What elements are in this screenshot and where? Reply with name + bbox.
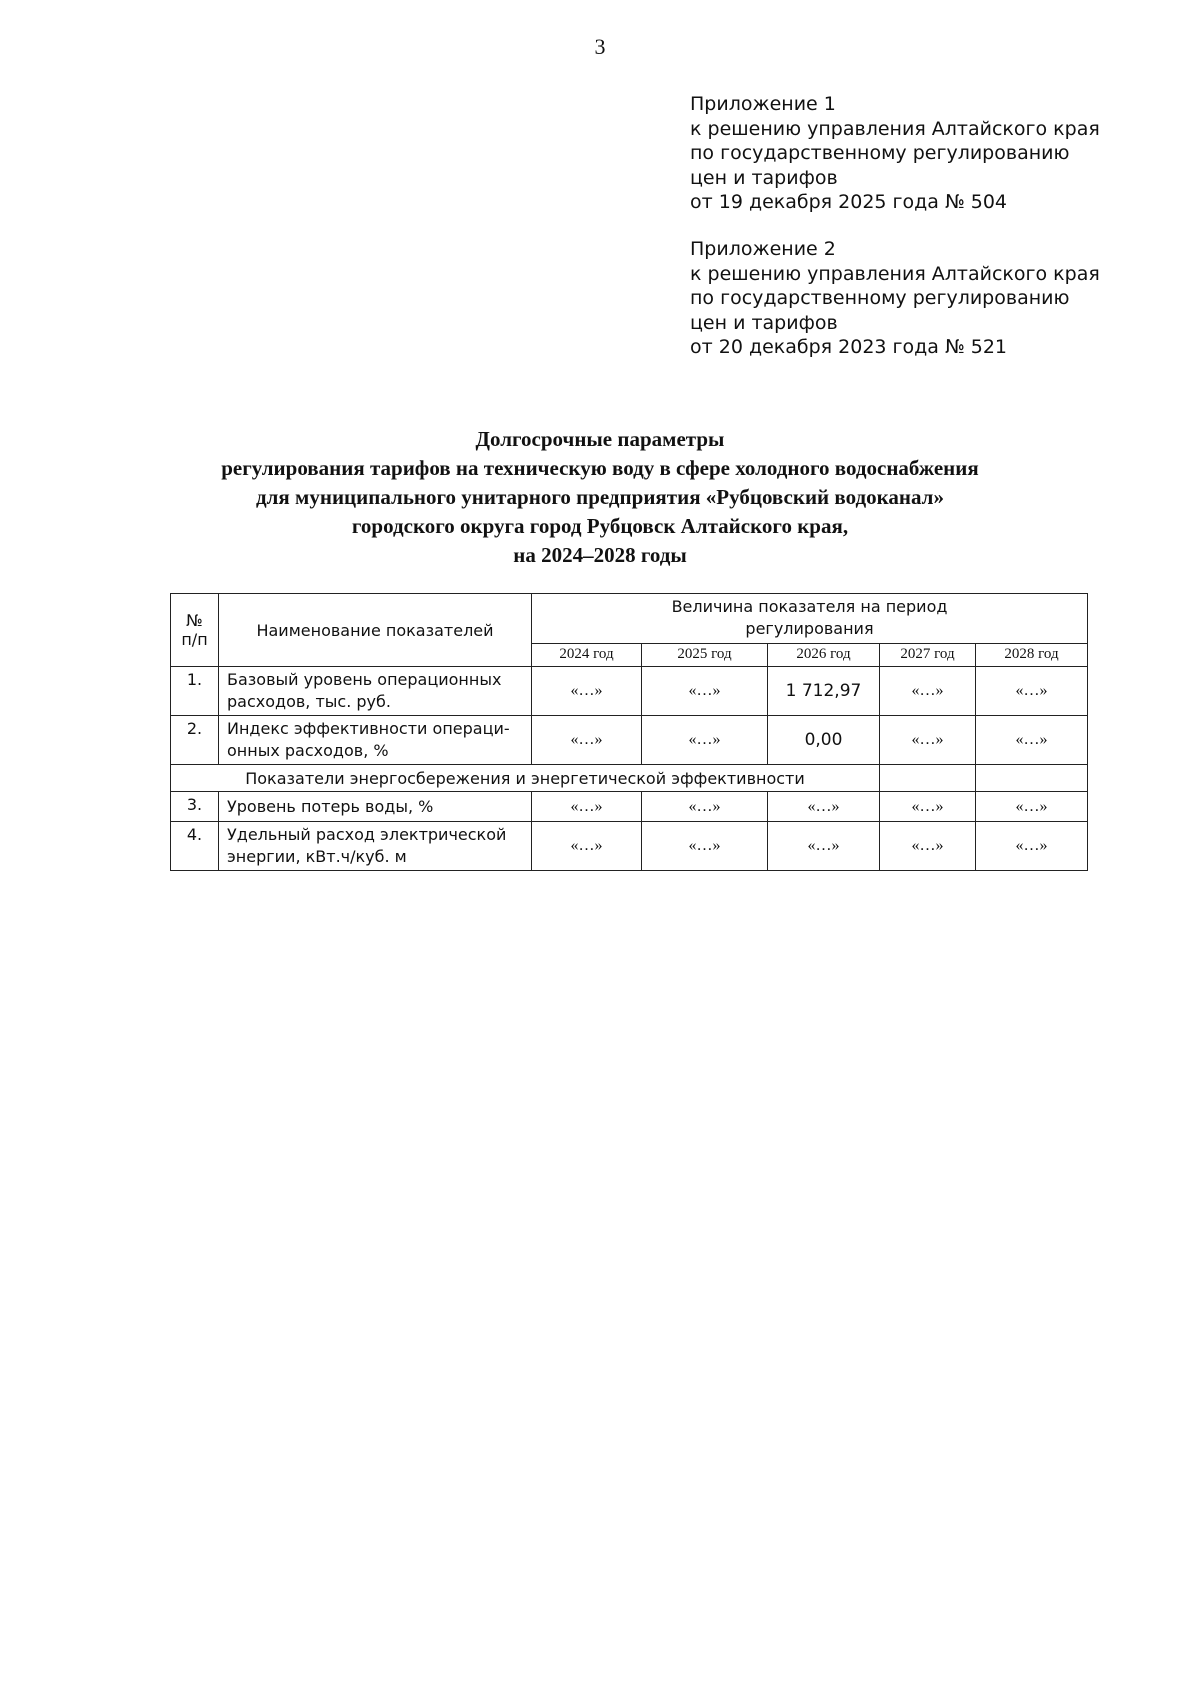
title-line: на 2024–2028 годы (513, 543, 687, 567)
title-line: для муниципального унитарного предприятия «Рубцовский водоканал» (256, 485, 944, 509)
appendix-1-line: к решению управления Алтайского края (690, 117, 1100, 140)
header-period-line: регулирования (745, 619, 874, 639)
section-empty-cell (976, 765, 1088, 792)
table-row (171, 667, 1088, 716)
section-empty-cell (880, 765, 976, 792)
table-row (171, 716, 1088, 765)
section-heading-row (171, 765, 1088, 792)
row-number: 1. (171, 667, 219, 716)
section-heading-text: Показатели энергосбережения и энергетической эффективности (245, 768, 805, 788)
value-2028: «…» (976, 667, 1088, 716)
appendix-1-heading: Приложение 1 (690, 93, 836, 115)
value-2024: «…» (532, 716, 642, 765)
document-title (150, 425, 1050, 570)
appendix-2-line: цен и тарифов (690, 311, 838, 334)
table-row (171, 822, 1088, 871)
row-name-line: Индекс эффективности операци- (227, 719, 510, 738)
value-2028: «…» (976, 792, 1088, 822)
value-2028: «…» (976, 716, 1088, 765)
row-number: 2. (171, 716, 219, 765)
header-indicator-name: Наименование показателей (219, 594, 532, 667)
header-number-abbr: п/п (181, 630, 208, 649)
row-indicator-name (219, 792, 532, 822)
value-2025: «…» (642, 716, 768, 765)
parameters-table (170, 593, 1088, 871)
title-line: Долгосрочные параметры (475, 427, 725, 451)
page-number: 3 (594, 34, 606, 59)
value-2025: «…» (642, 667, 768, 716)
appendix-2-line: к решению управления Алтайского края (690, 262, 1100, 285)
row-name-line: Уровень потерь воды, % (227, 796, 434, 816)
header-year-2027: 2027 год (880, 643, 976, 666)
value-2026: 0,00 (768, 716, 880, 765)
header-year-2024: 2024 год (532, 643, 642, 666)
appendix-2-date: от 20 декабря 2023 года № 521 (690, 336, 1008, 358)
appendix-2-line: по государственному регулированию (690, 287, 1070, 309)
value-2024: «…» (532, 667, 642, 716)
appendix-1-line: цен и тарифов (690, 166, 838, 189)
value-2027: «…» (880, 667, 976, 716)
appendix-2-heading: Приложение 2 (690, 238, 836, 260)
header-year-2025: 2025 год (642, 643, 768, 666)
value-2026: «…» (768, 822, 880, 871)
value-2024: «…» (532, 822, 642, 871)
row-name-line: онных расходов, % (227, 741, 389, 760)
value-2027: «…» (880, 792, 976, 822)
appendix-1-block (690, 92, 1160, 215)
header-number (171, 594, 219, 667)
value-2025: «…» (642, 792, 768, 822)
row-name-line: Удельный расход электрической (227, 825, 507, 844)
table-header-row (171, 594, 1088, 644)
row-number: 4. (171, 822, 219, 871)
row-number: 3. (171, 792, 219, 822)
title-line: регулирования тарифов на техническую воду в сфере холодного водоснабжения (221, 456, 979, 480)
row-indicator-name (219, 716, 532, 765)
row-name-line: расходов, тыс. руб. (227, 692, 391, 711)
value-2025: «…» (642, 822, 768, 871)
appendix-1-date: от 19 декабря 2025 года № 504 (690, 191, 1008, 213)
value-2027: «…» (880, 822, 976, 871)
value-2026: «…» (768, 792, 880, 822)
title-line: городского округа город Рубцовск Алтайского края, (351, 514, 849, 538)
header-period-line: Величина показателя на период (671, 597, 948, 617)
header-year-2028: 2028 год (976, 643, 1088, 666)
header-period (532, 594, 1088, 644)
row-name-line: Базовый уровень операционных (227, 670, 502, 689)
value-2027: «…» (880, 716, 976, 765)
header-year-2026: 2026 год (768, 643, 880, 666)
table-row (171, 792, 1088, 822)
row-indicator-name (219, 822, 532, 871)
section-heading (171, 765, 880, 792)
value-2026: 1 712,97 (768, 667, 880, 716)
appendix-1-line: по государственному регулированию (690, 142, 1070, 164)
value-2028: «…» (976, 822, 1088, 871)
header-number-symbol: № (186, 611, 203, 630)
row-name-line: энергии, кВт.ч/куб. м (227, 847, 407, 866)
appendix-2-block (690, 237, 1160, 360)
row-indicator-name (219, 667, 532, 716)
value-2024: «…» (532, 792, 642, 822)
